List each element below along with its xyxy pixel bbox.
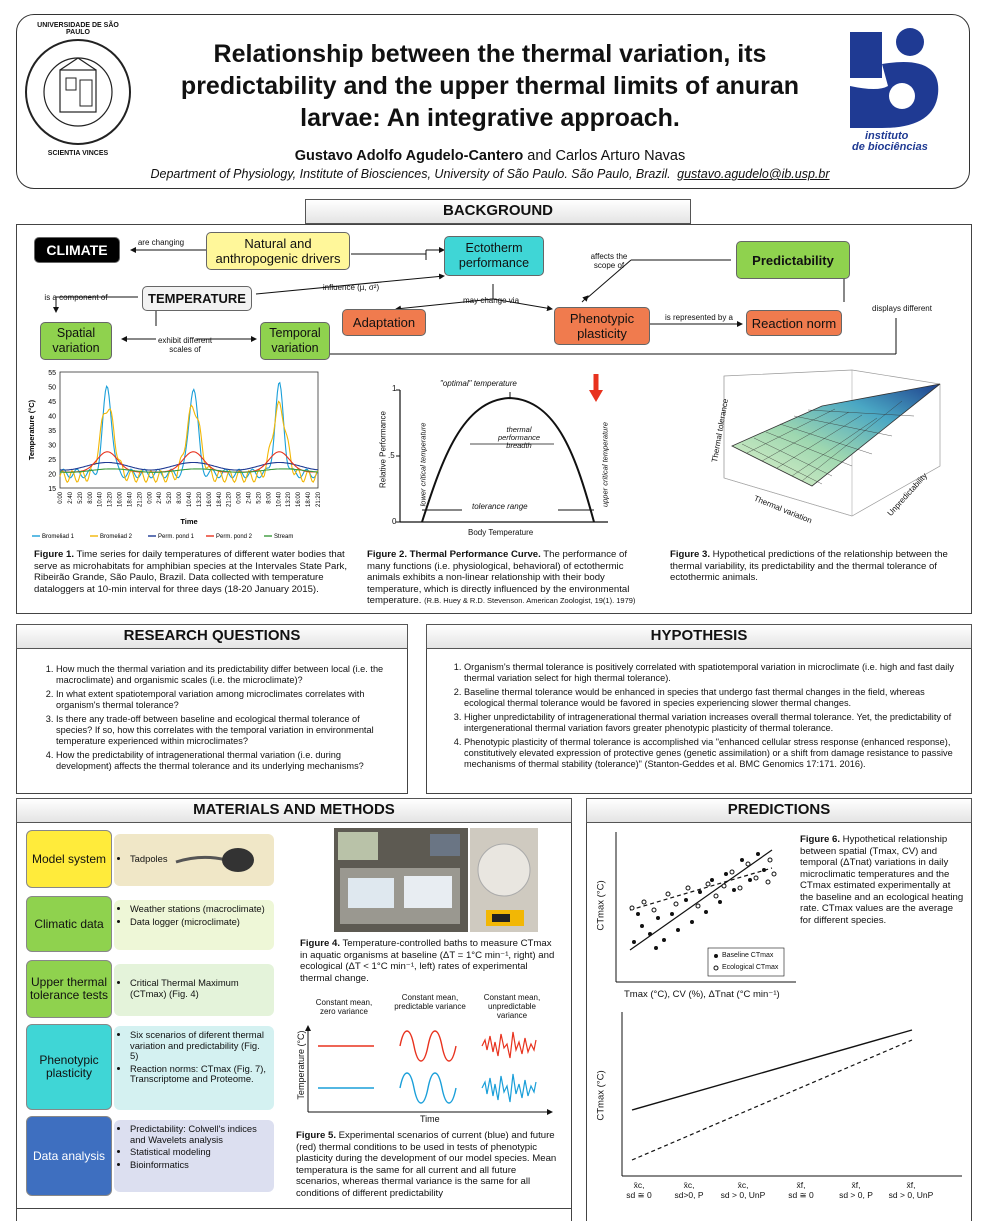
fig3-zlabel: Thermal tolerance: [709, 397, 731, 464]
ib-logo: [848, 24, 944, 134]
usp-logo-text: UNIVERSIDADE DE SÃO PAULO: [37, 22, 119, 36]
fig1-legend-label: Perm. pond 2: [216, 534, 253, 540]
fig5-col2-header: Constant mean, predictable variance: [394, 993, 466, 1011]
fig7-reaction-norm-chart: [618, 1010, 964, 1180]
fig2-lower-label: lower critical temperature: [418, 422, 428, 507]
fig1-xtick-label: 8:00: [87, 492, 94, 504]
research-question: 1. How much the thermal variation and its predictability differ between local (i.e. the macroclimate) and organismic scales (i.e. the microclimate)?: [56, 664, 396, 686]
fig6-legend-ecological: Ecological CTmax: [722, 964, 779, 971]
fig6-caption-title: Figure 6.: [800, 834, 840, 845]
research-questions-list: [16, 664, 396, 775]
fig1-xtick-label: 18:40: [216, 492, 223, 508]
fig7-xtick-b: sd > 0, UnP: [720, 1190, 766, 1200]
fig1-xtick-label: 10:40: [97, 492, 104, 508]
predictability-node: Predictability: [736, 241, 850, 279]
fig4-photo-right: [470, 828, 538, 932]
email-link[interactable]: gustavo.agudelo@ib.usp.br: [677, 167, 830, 181]
fig6-xlabel: Tmax (°C), CV (%), ΔTnat (°C min⁻¹): [624, 989, 780, 1000]
fig2-caption: [367, 549, 649, 607]
influence-label: influence (µ, σ²): [322, 283, 380, 292]
method-item: • Bioinformatics: [130, 1160, 266, 1171]
fig1-xlabel: Time: [180, 517, 198, 526]
fig2-thermal-performance-curve: [372, 370, 622, 542]
usp-logo-motto: SCIENTIA VINCES: [47, 150, 109, 157]
fig7-xtick-a: x̄c,: [633, 1180, 645, 1190]
methods-divider: [16, 1208, 572, 1209]
fig6-scatter-chart: [612, 830, 798, 986]
exhibit-label: exhibit different scales of: [157, 336, 213, 354]
fig7-xtick: [664, 1180, 714, 1200]
fig1-xtick-label: 18:40: [306, 492, 313, 508]
fig6-legend-baseline: Baseline CTmax: [722, 952, 774, 959]
fig7-xtick-a: x̄f,: [906, 1180, 916, 1190]
fig7-xtick-b: sd > 0, UnP: [888, 1190, 934, 1200]
hypothesis-list: [424, 662, 964, 773]
predictions-heading: PREDICTIONS: [586, 798, 972, 823]
reaction-norm-node: Reaction norm: [746, 310, 842, 336]
fig4-caption-text: Temperature-controlled baths to measure CTmax in aquatic organisms at baseline (ΔT = 1°C min⁻¹, right) and ecological (ΔT < 1°C min⁻¹, left) rates of experimental thermal change.: [300, 938, 555, 984]
method-item: • Weather stations (macroclimate): [130, 904, 266, 915]
tadpole-image: [172, 836, 272, 884]
method-item: • Data logger (microclimate): [130, 917, 266, 928]
ectotherm-node: Ectotherm performance: [444, 236, 544, 276]
phenotypic-node: Phenotypic plasticity: [554, 307, 650, 345]
ib-logo-line2: de biociências: [852, 141, 928, 153]
fig7-xtick-b: sd > 0, P: [839, 1190, 873, 1200]
model-system-label: Model system: [26, 830, 112, 888]
data-analysis-body: [114, 1120, 274, 1192]
method-item: • Reaction norms: CTmax (Fig. 7), Transcriptome and Proteome.: [130, 1064, 266, 1085]
fig3-ylabel: Unpredictability: [885, 471, 929, 518]
fig5-col3-header: Constant mean, unpredictable variance: [483, 993, 541, 1020]
fig2-optimal-label: "optimal" temperature: [440, 379, 517, 388]
fig1-timeseries-chart: [24, 366, 324, 542]
fig5-ylabel: Temperature (°C): [296, 1030, 306, 1100]
affiliation-text: Department of Physiology, Institute of Biosciences, University of São Paulo. São Paulo, Brazil.: [150, 167, 671, 181]
authors: [140, 148, 840, 164]
thermal-tolerance-label: Upper thermal tolerance tests: [26, 960, 112, 1018]
fig3-xlabel: Thermal variation: [752, 493, 814, 526]
method-item: • Critical Thermal Maximum (CTmax) (Fig. 4): [130, 978, 266, 999]
fig7-xtick-b: sd ≅ 0: [788, 1190, 814, 1200]
adaptation-node: Adaptation: [342, 309, 426, 336]
climate-node: CLIMATE: [34, 237, 120, 263]
represented-label: is represented by a: [664, 313, 734, 322]
fig3-caption: [670, 549, 966, 584]
temporal-node: Temporal variation: [260, 322, 330, 360]
fig1-xtick-label: 21:20: [137, 492, 144, 508]
phenotypic-plasticity-body: [114, 1026, 274, 1110]
fig7-xtick-a: x̄c,: [737, 1180, 749, 1190]
fig1-xtick-label: 8:00: [266, 492, 273, 504]
fig2-upper-label: upper critical temperature: [600, 421, 610, 508]
fig7-xtick-a: x̄f,: [796, 1180, 806, 1190]
fig3-caption-text: Hypothetical predictions of the relationship between the thermal variability, its predictability and the thermal tolerance of ectothermic animals.: [670, 549, 948, 583]
background-heading: BACKGROUND: [305, 199, 691, 224]
displays-different-label: displays different: [872, 304, 932, 313]
climatic-data-body: [114, 900, 274, 950]
may-change-label: may change via: [462, 296, 520, 305]
fig7-xtick: [718, 1180, 768, 1200]
fig5-xlabel: Time: [420, 1114, 440, 1124]
fig1-xtick-label: 0:00: [236, 492, 243, 504]
ib-logo-line1: instituto: [865, 130, 909, 142]
fig1-xtick-label: 13:20: [107, 492, 114, 508]
fig5-col1-header: Constant mean, zero variance: [315, 998, 373, 1016]
temperature-node: TEMPERATURE: [142, 286, 252, 311]
hypothesis-item: 2. Baseline thermal tolerance would be enhanced in species that undergo fast thermal changes in the field, whereas ecological thermal tolerance would be favored in species experiencing slower thermal changes.: [464, 687, 964, 709]
method-item: • Predictability: Colwell's indices and Wavelets analysis: [130, 1124, 266, 1145]
fig1-xtick-label: 0:00: [147, 492, 154, 504]
fig7-xtick: [828, 1180, 884, 1200]
usp-seal-logo: [22, 18, 134, 166]
fig2-ytick-1: 1: [392, 384, 397, 393]
method-item: • Tadpoles: [130, 854, 266, 865]
fig5-scenarios-chart: [296, 1022, 558, 1116]
climatic-data-label: Climatic data: [26, 896, 112, 952]
fig1-xtick-label: 10:40: [276, 492, 283, 508]
fig1-xtick-label: 13:20: [286, 492, 293, 508]
fig1-ytick-label: 15: [48, 486, 56, 493]
fig7-xtick: [886, 1180, 936, 1200]
fig2-ytick-05: .5: [388, 451, 395, 460]
fig1-ytick-label: 50: [48, 384, 56, 392]
main-author: Gustavo Adolfo Agudelo-Cantero: [294, 148, 524, 164]
fig1-caption: [34, 549, 350, 595]
fig1-ytick-label: 45: [48, 399, 56, 406]
fig1-ytick-label: 20: [48, 471, 56, 479]
method-item: • Six scenarios of diferent thermal variation and predictability (Fig. 5): [130, 1030, 266, 1062]
fig2-caption-text: The performance of many functions (i.e. physiological, behavioral) of ectothermic animals exhibits a non-linear relationship with their body temperature, which is directly influenced by the environmental temperature.: [367, 549, 630, 606]
fig1-xtick-label: 5:20: [256, 492, 263, 504]
fig1-xtick-label: 16:00: [296, 492, 303, 508]
research-question: 3. Is there any trade-off between baseline and ecological thermal tolerance of species? If so, how this correlates with the temporal variation in environmental temperature experienced within microclimates?: [56, 714, 396, 747]
fig5-caption: [296, 1130, 558, 1199]
fig4-photo-left: [334, 828, 468, 932]
fig1-xtick-label: 16:00: [206, 492, 213, 508]
fig2-ylabel: Relative Performance: [378, 411, 388, 488]
fig7-xtick-b: sd ≅ 0: [626, 1190, 652, 1200]
hypothesis-heading: HYPOTHESIS: [426, 624, 972, 649]
fig1-caption-title: Figure 1.: [34, 549, 74, 560]
fig2-breadth-label: thermal performance breadth: [497, 425, 541, 450]
fig7-xtick-a: x̄f,: [851, 1180, 861, 1190]
data-analysis-label: Data analysis: [26, 1116, 112, 1196]
fig1-xtick-label: 5:20: [167, 492, 174, 504]
affiliation: [120, 167, 860, 181]
fig6-caption-text: Hypothetical relationship between spatial (Tmax, CV) and temporal (ΔTnat) variations in daily microclimatic temperatures and the CTmax estimated experimentally at the baseline and an ecological heating rate. CTmax values are the average for different species.: [800, 834, 964, 926]
thermal-tolerance-body: [114, 964, 274, 1016]
fig3-surface-plot: [702, 366, 964, 536]
fig1-xtick-label: 5:20: [77, 492, 84, 504]
fig4-caption-title: Figure 4.: [300, 938, 340, 949]
fig1-xtick-label: 2:40: [157, 492, 164, 504]
fig1-xtick-label: 21:20: [316, 492, 322, 508]
fig5-caption-title: Figure 5.: [296, 1130, 336, 1141]
fig7-xtick-a: x̄c,: [683, 1180, 695, 1190]
fig2-tolerance-label: tolerance range: [472, 502, 528, 511]
fig1-ytick-label: 35: [48, 428, 56, 435]
are-changing-label: are changing: [137, 238, 185, 247]
fig1-caption-text: Time series for daily temperatures of different water bodies that serve as microhabitats for amphibian species at the Intervales State Park, Ribeirão Grande, São Paulo, Brazil. Data collected with temperature dataloggers at 10-min interval for three days (18-20 January 2015).: [34, 549, 348, 595]
fig6-ylabel: CTmax (°C): [595, 880, 607, 931]
fig7-ylabel: CTmax (°C): [595, 1070, 607, 1121]
hypothesis-item: 1. Organism's thermal tolerance is positively correlated with spatiotemporal variation in microclimate (i.e. high and fast daily thermal variation select for high thermal tolerance).: [464, 662, 964, 684]
is-component-label: is a component of: [44, 293, 108, 302]
fig2-citation: (R.B. Huey & R.D. Stevenson. American Zoologist, 19(1). 1979): [424, 596, 636, 605]
fig1-xtick-label: 18:40: [127, 492, 134, 508]
fig1-xtick-label: 2:40: [246, 492, 253, 504]
fig1-legend-label: Stream: [274, 534, 294, 540]
fig7-xtick: [614, 1180, 664, 1200]
fig4-caption: [300, 938, 556, 984]
fig1-legend-label: Perm. pond 1: [158, 534, 195, 540]
fig1-ytick-label: 40: [48, 413, 56, 421]
fig2-caption-title: Figure 2. Thermal Performance Curve.: [367, 549, 541, 560]
fig1-xtick-label: 8:00: [177, 492, 184, 504]
phenotypic-plasticity-label: Phenotypic plasticity: [26, 1024, 112, 1110]
hypothesis-item: 3. Higher unpredictability of intragenerational thermal variation increases overall thermal tolerance. Yet, the predictability of intergenerational thermal variation favors greater phenotypic plasticity of thermal tolerance.: [464, 712, 964, 734]
fig2-xlabel: Body Temperature: [468, 528, 534, 537]
research-question: 4. How the predictability of intragenerational thermal variation (i.e. during development) affects the thermal tolerance and its underlying mechanisms?: [56, 750, 396, 772]
research-question: 2. In what extent spatiotemporal variation among microclimates correlates with organism's thermal tolerance?: [56, 689, 396, 711]
fig1-xtick-label: 13:20: [196, 492, 203, 508]
fig1-xtick-label: 21:20: [226, 492, 233, 508]
fig1-ytick-label: 55: [48, 370, 56, 377]
methods-heading: MATERIALS AND METHODS: [16, 798, 572, 823]
fig1-ytick-label: 30: [48, 442, 56, 450]
fig7-xtick: [776, 1180, 826, 1200]
method-item: • Statistical modeling: [130, 1147, 266, 1158]
fig1-ylabel: Temperature (°C): [27, 399, 36, 461]
poster-title: Relationship between the thermal variation, its predictability and the upper thermal limits of anuran larvae: An integrative approach.: [180, 40, 800, 132]
fig1-series-stream: [60, 469, 318, 472]
fig3-caption-title: Figure 3.: [670, 549, 710, 560]
fig1-ytick-label: 25: [48, 457, 56, 464]
drivers-node: Natural and anthropogenic drivers: [206, 232, 350, 270]
fig1-plot-frame: [60, 372, 318, 488]
fig1-xtick-label: 0:00: [58, 492, 64, 504]
spatial-node: Spatial variation: [40, 322, 112, 360]
fig1-legend-label: Bromeliad 1: [42, 534, 75, 540]
fig1-xtick-label: 16:00: [117, 492, 124, 508]
affects-scope-label: affects the scope of: [590, 252, 628, 270]
hypothesis-item: 4. Phenotypic plasticity of thermal tolerance is accomplished via "enhanced cellular stress response (enhanced response), constitutively elevated expression of protective genes (genetic assimilation) or a shift from damage resistance to passive mechanisms of thermal stability (tolerance)" (Stanton-Geddes et al. BMC Genomics 17:171. 2016).: [464, 737, 964, 770]
research-heading: RESEARCH QUESTIONS: [16, 624, 408, 649]
co-author: and Carlos Arturo Navas: [523, 148, 686, 164]
fig6-caption: [800, 834, 964, 926]
fig1-legend-label: Bromeliad 2: [100, 534, 133, 540]
fig1-xtick-label: 2:40: [67, 492, 74, 504]
fig5-caption-text: Experimental scenarios of current (blue) and future (red) thermal conditions to be used in tests of phenotypic plasticity during the development of our model species. Mean temperatura is the same for all current and all future scenarios, whereas thermal variance is the same for all conditions of different predictability: [296, 1130, 557, 1199]
fig7-xtick-b: sd>0, P: [674, 1190, 704, 1200]
fig2-ytick-0: 0: [392, 517, 397, 526]
fig1-xtick-label: 10:40: [187, 492, 193, 508]
